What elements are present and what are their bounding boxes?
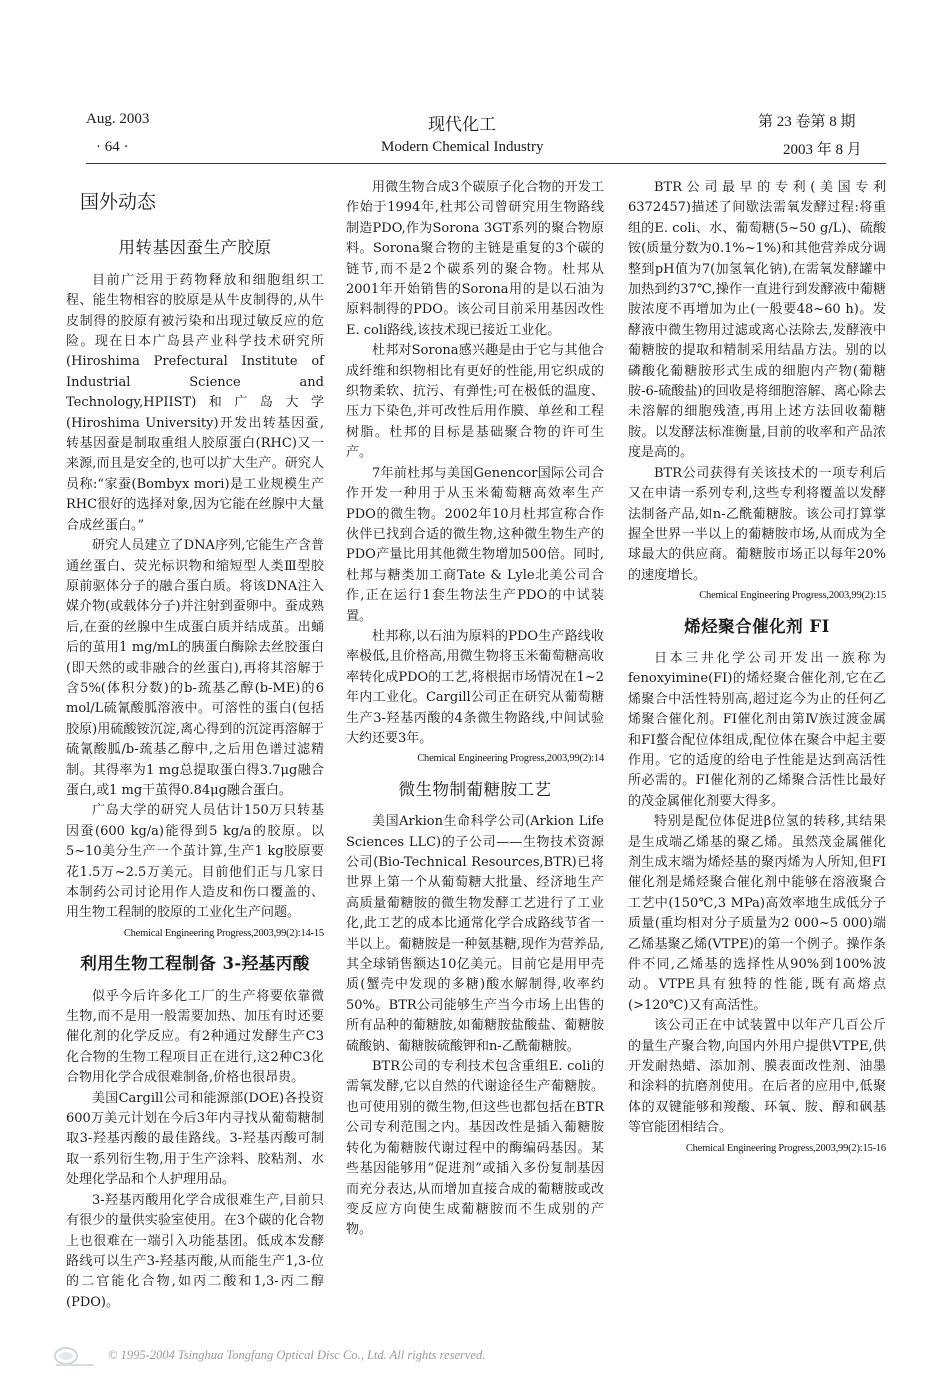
- article-1-title: 用转基因蚕生产胶原: [118, 238, 272, 258]
- article-4-reference: Chemical Engineering Progress,2003,99(2):15-16: [685, 1142, 886, 1154]
- header-date-cn: 2003 年 8 月: [783, 142, 862, 158]
- article-2-reference: Chemical Engineering Progress,2003,99(2):14: [417, 753, 604, 765]
- paragraph: BTR公司的专利技术包含重组E. coli的需氧发酵,它以自然的代谢途径生产葡糖胺。也可使用别的微生物,但这些也都包括在BTR公司专利范围之内。基因改性是插入葡糖胺转化为葡糖胺代谢过程中的酶编码基因。某些基因能够用“促进剂”或插入多份复制基因而充分表达,从而增加直接合成的葡糖胺或改变反应方向使生成葡糖胺而不生成别的产物。: [346, 1059, 604, 1238]
- paragraph: 7年前杜邦与美国Genencor国际公司合作开发一种用于从玉米葡萄糖高效率生产PDO的微生物。2002年10月杜邦宣称合作伙伴已找到合适的微生物,这种微生物生产的PDO产量比用其他微生物增加500倍。同时,杜邦与糖类加工商Tate & Lyle北美公司合作,正在运行1套生物法生产PDO的中试装置。: [346, 465, 604, 624]
- paragraph: 似乎今后许多化工厂的生产将要依靠微生物,而不是用一般需要加热、加压有时还要催化剂的化学反应。有2种通过发酵生产C3化合物的生物工程项目正在进行,这2种C3化合物用化学合成很难制备,价格也很昂贵。: [66, 988, 324, 1086]
- paragraph: 杜邦称,以石油为原料的PDO生产路线收率极低,且价格高,用微生物将玉米葡萄糖高收率转化成PDO的工艺,将根据市场情况在1~2年内工业化。Cargill公司正在研究从葡萄糖生产3-羟基丙酸的4条微生物路线,中间试验大约还要3年。: [346, 628, 604, 746]
- header-rule: [86, 163, 886, 164]
- article-4-title: 烯烃聚合催化剂 FI: [684, 616, 830, 636]
- article-3-title: 微生物制葡糖胺工艺: [398, 779, 552, 799]
- paragraph: 特别是配位体促进β位氢的转移,其结果是生成端乙烯基的聚乙烯。虽然茂金属催化剂生成末端为烯烃基的聚丙烯为人所知,但FI催化剂是烯烃聚合催化剂中能够在溶液聚合工艺中(150℃,3 MPa)高效率地生成低分子质量(重均相对分子质量为2 000~5 000)端乙烯基聚乙烯(VTPE)的第一个例子。操作条件不同,乙烯基的选择性从90%到100%波动。VTPE具有独特的性能,既有高熔点(>120℃)又有高活性。: [628, 814, 886, 1013]
- paragraph: 该公司正在中试装置中以年产几百公斤的量生产聚合物,向国内外用户提供VTPE,供开发耐热蜡、添加剂、膜表面改性剂、油墨和涂料的抗磨剂使用。在后者的应用中,低聚体的双键能够和羧酸、环氧、胺、醇和砜基等官能团相结合。: [628, 1018, 886, 1136]
- paragraph: 杜邦对Sorona感兴趣是由于它与其他合成纤维和织物相比有更好的性能,用它织成的织物柔软、抗污、有弹性;可在极低的温度、压力下染色,并可改性后用作膜、单丝和工程树脂。杜邦的目标是基础聚合物的许可生产。: [346, 343, 604, 461]
- section-title: 国外动态: [80, 191, 157, 213]
- header-volume: 第 23 卷第 8 期: [758, 114, 856, 130]
- article-1-reference: Chemical Engineering Progress,2003,99(2):14-15: [123, 927, 324, 939]
- paragraph: 研究人员建立了DNA序列,它能生产含普通丝蛋白、荧光标识物和缩短型人类Ⅲ型胶原前驱体分子的融合蛋白质。将该DNA注入媒介物(或载体分子)并注射到蚕卵中。蚕成熟后,在蚕的丝腺中生成蛋白质并结成茧。出蛹后的茧用1 mg/mL的胰蛋白酶除去丝胶蛋白(即天然的或非融合的丝蛋白),再将其溶解于含5%(体积分数)的b-巯基乙醇(b-ME)的6 mol/L硫氰酸胍溶液中。可溶性的蛋白(包括胶原)用硫酸铵沉淀,离心得到的沉淀再溶解于硫氰酸胍/b-巯基乙醇中,之后用色谱过滤精制。其得率为1 mg总提取蛋白得3.7μg融合蛋白,或1 mg干茧得0.84μg融合蛋白。: [66, 538, 324, 798]
- paragraph: BTR公司最早的专利(美国专利6372457)描述了间歇法需氧发酵过程:将重组的E. coli、水、葡萄糖(5~50 g/L)、硫酸铵(质量分数为0.1%~1%)和其他营养成分调整到pH值为7(加氢氧化钠),在需氧发酵罐中加热到约37℃,操作一直进行到发酵液中葡糖胺浓度不再增加为止(一般要48~60 h)。发酵液中微生物用过滤或离心法除去,发酵液中葡糖胺的提取和精制采用结晶方法。别的以磷酸化葡糖胺形式生成的细胞内产物(葡糖胺-6-硫酸盐)的回收是将细胞溶解、离心除去未溶解的细胞残渣,再用上述方法回收葡糖胺。以发酵法标准衡量,目前的收率和产品浓度是高的。: [628, 180, 886, 461]
- article-3-reference: Chemical Engineering Progress,2003,99(2):15: [699, 590, 886, 602]
- paragraph: 广岛大学的研究人员估计150万只转基因蚕(600 kg/a)能得到5 kg/a的胶原。以5~10美分生产一个茧计算,生产1 kg胶原要花1.5万~2.5万美元。目前他们正与几家日本制药公司讨论用作人造皮和伤口覆盖的、用生物工程制的胶原的工业化生产问题。: [66, 803, 324, 921]
- copyright-footer: © 1995-2004 Tsinghua Tongfang Optical Disc Co., Ltd. All rights reserved.: [108, 1348, 486, 1362]
- column-2: [346, 178, 604, 1241]
- paragraph: 目前广泛用于药物释放和细胞组织工程、能生物相容的胶原是从牛皮制得的,从牛皮制得的胶原有被污染和出现过敏反应的危险。现在日本广岛县产业科学技术研究所(Hiroshima Prefectural Institute of Industrial Science and Technology,HPIIST)和广岛大学(Hiroshima University)开发出转基因蚕,转基因蚕是制取重组人胶原蛋白(RHC)又一来源,而且是安全的,也可以扩大生产。研究人员称:“家蚕(Bombyx mori)是工业规模生产RHC很好的选择对象,因为它能在丝腺中大量合成丝蛋白。”: [66, 272, 324, 533]
- column-1: [66, 178, 324, 1313]
- paragraph: 3-羟基丙酸用化学合成很难生产,目前只有很少的量供实验室使用。在3个碳的化合物上也很难在一端引入功能基团。低成本发酵路线可以生产3-羟基丙酸,从而能生产1,3-位的二官能化合物,如丙二酸和1,3-丙二醇(PDO)。: [66, 1192, 324, 1310]
- paragraph: 用微生物合成3个碳原子化合物的开发工作始于1994年,杜邦公司曾研究用生物路线制造PDO,作为Sorona 3GT系列的聚合物原料。Sorona聚合物的主链是重复的3个碳的链节,而不是2个碳系列的聚合物。杜邦从2001年开始销售的Sorona用的是以石油为原料制得的PDO。该公司目前采用基因改性E. coli路线,该技术现已接近工业化。: [346, 180, 604, 338]
- paragraph: 日本三井化学公司开发出一族称为fenoxyimine(FI)的烯烃聚合催化剂,它在乙烯聚合中活性特别高,超过迄今为止的任何乙烯聚合催化剂。FI催化剂由第Ⅳ族过渡金属和FI螯合配位体组成,配位体在聚合中起主要作用。它的适度的给电子性能是达到高活性所必需的。FI催化剂的乙烯聚合活性比最好的茂金属催化剂要大得多。: [628, 650, 886, 809]
- paragraph: 美国Arkion生命科学公司(Arkion Life Sciences LLC)的子公司——生物技术资源公司(Bio-Technical Resources,BTR)已将世界上第一个从葡萄糖大批量、经济地生产高质量葡糖胺的微生物发酵工艺进行了工业化,此工艺的成本比通常化学合成路线节省一半以上。葡糖胺是一种氨基糖,现作为营养品,其全球销售额达10亿美元。目前它是用甲壳质(蟹壳中发现的多糖)酸水解制得,收率约50%。BTR公司能够生产当今市场上出售的所有品种的葡糖胺,如葡糖胺盐酸盐、葡糖胺硫酸钠、葡糖胺硫酸钾和n-乙酰葡糖胺。: [346, 814, 604, 1054]
- article-2-title: 利用生物工程制备 3-羟基丙酸: [80, 954, 310, 974]
- paragraph: BTR公司获得有关该技术的一项专利后又在申请一系列专利,这些专利将覆盖以发酵法制备产品,如n-乙酰葡糖胺。该公司打算掌握全世界一半以上的葡糖胺市场,从而成为全球最大的供应商。葡糖胺市场正以每年20%的速度增长。: [628, 465, 886, 583]
- column-3: [628, 178, 886, 1165]
- publisher-logo-icon: [52, 1346, 98, 1368]
- header-date-left: Aug. 2003: [86, 111, 150, 127]
- header-journal-cn: 现代化工: [428, 115, 496, 135]
- header-page-number: · 64 ·: [96, 139, 129, 155]
- paragraph: 美国Cargill公司和能源部(DOE)各投资600万美元计划在今后3年内寻找从葡萄糖制取3-羟基丙酸的最佳路线。3-羟基丙酸可制取一系列衍生物,用于生产涂料、胶粘剂、水处理化学品和个人护理用品。: [66, 1090, 324, 1188]
- header-journal-en: Modern Chemical Industry: [381, 139, 544, 155]
